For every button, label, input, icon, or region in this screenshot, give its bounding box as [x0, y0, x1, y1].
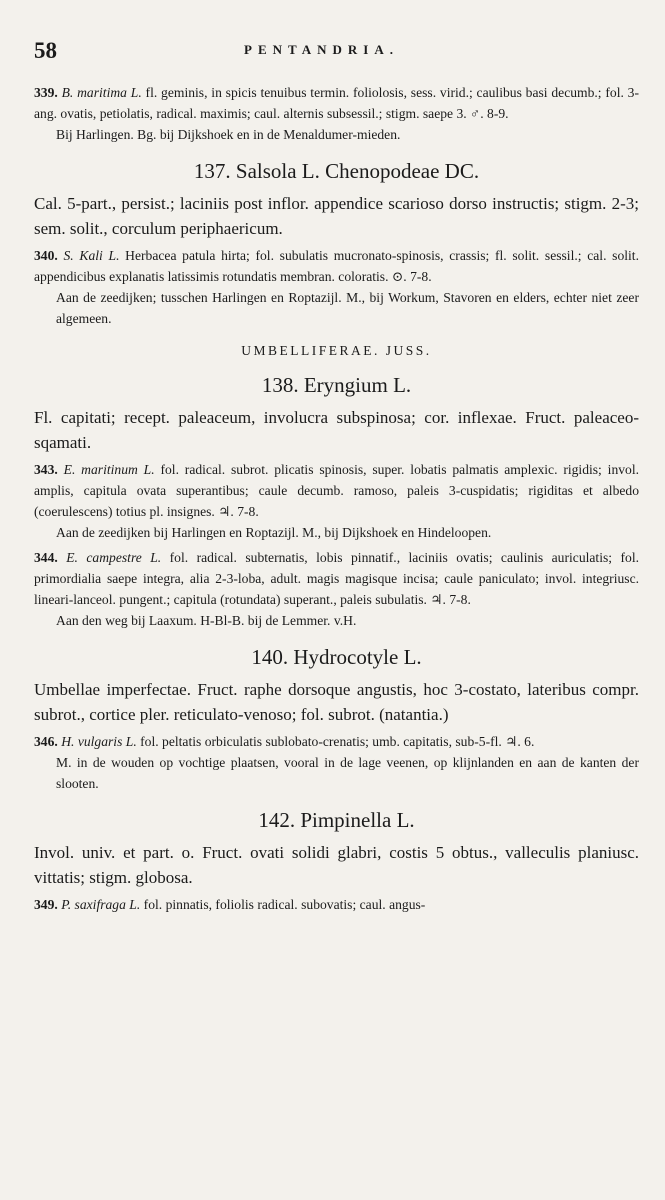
running-head: PENTANDRIA. [244, 42, 399, 57]
genus-heading-137: 137. Salsola L. Chenopodeae DC. [193, 159, 480, 183]
species-description: Herbacea patula hirta; fol. subulatis mucronato-spinosis, crassis; fl. solit. sessil.; cal. solit. appendicibus explanatis latissimis rotundatis membran. coloratis. ⊙. 7-8. [34, 248, 639, 284]
species-entry-340 [34, 245, 639, 329]
species-entry-349 [34, 894, 639, 915]
species-description: fol. radical. subternatis, lobis pinnatif., laciniis ovatis; caulinis auriculatis; fol. primordialia saepe integra, alia 2-3-loba, adult. magis magisque incisa; caule paniculato; invol. integriusc. lineari-lanceol. pungent.; capitula (rotundata) superant., paleis subulatis. ♃. 7-8. [34, 550, 639, 607]
species-name: E. maritinum L. [63, 462, 155, 477]
species-description: fol. radical. subrot. plicatis spinosis, super. lobatis palmatis amplexic. rigidis; invol. amplis, capitula ovata superantibus; caule decumb. ramoso, paleis 3-cuspidatis; rigiditas et albedo (coerulescens) totius pl. insignes. ♃. 7-8. [34, 462, 640, 519]
species-number: 340. [34, 248, 58, 263]
species-description: fol. pinnatis, foliolis radical. subovatis; caul. angus- [143, 897, 426, 912]
species-number: 343. [34, 462, 58, 477]
species-number: 346. [34, 734, 58, 749]
species-number: 344. [34, 550, 58, 565]
species-locality: Aan de zeedijken bij Harlingen en Roptazijl. M., bij Dijkshoek en Hindeloopen. [56, 525, 492, 540]
species-name: S. Kali L. [63, 248, 120, 263]
genus-description-142: Invol. univ. et part. o. Fruct. ovati solidi glabri, costis 5 obtus., valleculis planiusc. vittatis; stigm. globosa. [34, 843, 639, 887]
species-locality: Aan den weg bij Laaxum. H-Bl-B. bij de Lemmer. v.H. [56, 613, 357, 628]
page-number: 58 [34, 38, 57, 63]
species-description: fol. peltatis orbiculatis sublobato-crenatis; umb. capitatis, sub-5-fl. ♃. 6. [140, 734, 535, 749]
species-name: E. campestre L. [66, 550, 162, 565]
genus-description-140: Umbellae imperfectae. Fruct. raphe dorsoque angustis, hoc 3-costato, lateribus compr. subrot., cortice pler. reticulato-venoso; fol. subrot. (natantia.) [34, 680, 639, 724]
species-locality: Aan de zeedijken; tusschen Harlingen en Roptazijl. M., bij Workum, Stavoren en elders, echter niet zeer algemeen. [56, 290, 639, 326]
species-name: P. saxifraga L. [61, 897, 141, 912]
genus-heading-138: 138. Eryngium L. [261, 373, 412, 397]
species-name: B. maritima L. [61, 85, 142, 100]
page-content [34, 82, 639, 919]
species-entry-344 [34, 547, 639, 631]
species-name: H. vulgaris L. [61, 734, 137, 749]
genus-heading-140: 140. Hydrocotyle L. [251, 645, 422, 669]
species-description: fl. geminis, in spicis tenuibus termin. foliolosis, sess. virid.; caulibus basi decumb.; fol. 3-ang. ovatis, petiolatis, radical. maximis; caul. alternis subsessil.; stigm. saepe 3. ♂. 8-9. [34, 85, 639, 121]
family-heading: UMBELLIFERAE. JUSS. [241, 343, 432, 358]
genus-description-138: Fl. capitati; recept. paleaceum, involucra subspinosa; cor. inflexae. Fruct. paleaceo-sqamati. [34, 408, 639, 452]
species-locality: M. in de wouden op vochtige plaatsen, vooral in de lage veenen, op klijnlanden en aan de kanten der slooten. [56, 755, 639, 791]
species-entry-343 [34, 459, 639, 543]
species-entry-346 [34, 731, 639, 794]
species-entry-339 [34, 82, 639, 145]
page-header [34, 38, 637, 68]
genus-description-137: Cal. 5-part., persist.; laciniis post inflor. appendice scarioso dorso instructis; stigm. 2-3; sem. solit., corculum periphaericum. [34, 194, 639, 238]
species-number: 339. [34, 85, 58, 100]
species-number: 349. [34, 897, 58, 912]
genus-heading-142: 142. Pimpinella L. [258, 808, 415, 832]
species-locality: Bij Harlingen. Bg. bij Dijkshoek en in de Menaldumer-mieden. [56, 127, 401, 142]
